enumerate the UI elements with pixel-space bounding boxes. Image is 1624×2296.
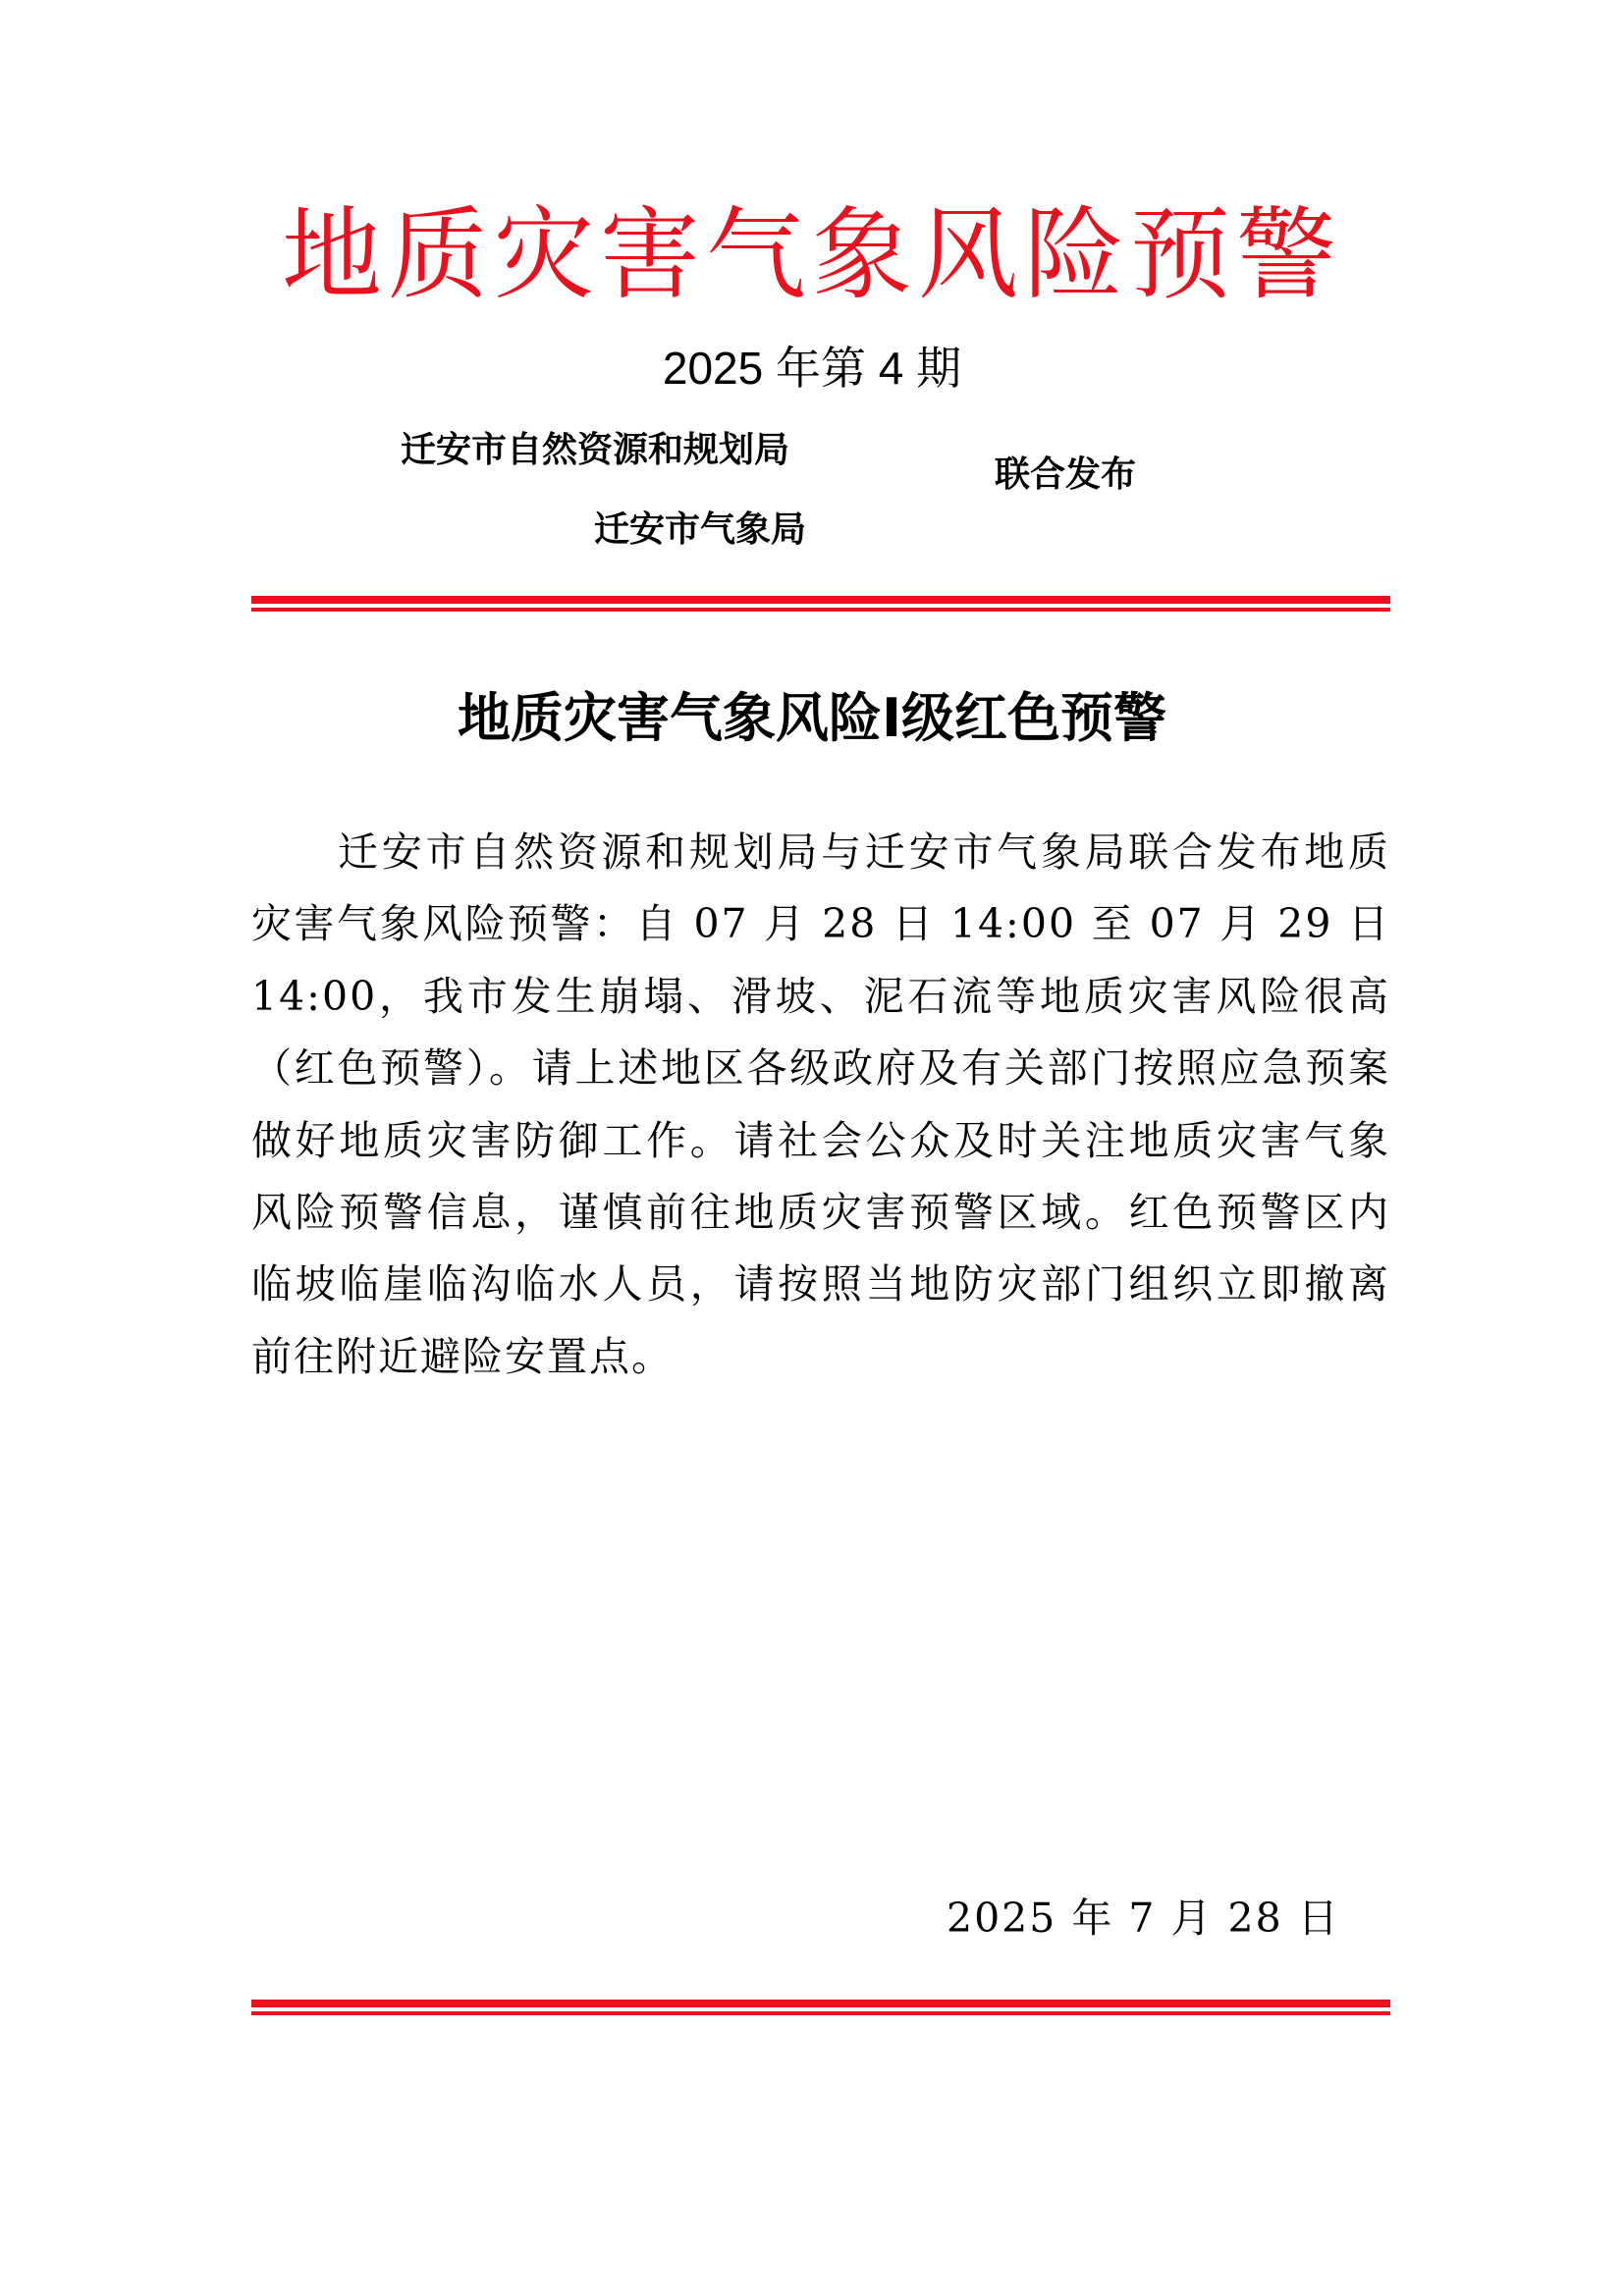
header-divider-thin-line <box>251 608 1390 612</box>
body-paragraph: 迁安市自然资源和规划局与迁安市气象局联合发布地质灾害气象风险预警：自 07 月 28 日 14:00 至 07 月 29 日 14:00，我市发生崩塌、滑坡、泥石流等地质灾害风险很高（红色预警）。请上述地区各级政府及有关部门按照应急预案做好地质灾害防御工作。请社会公众及时关注地质灾害气象风险预警信息，谨慎前往地质灾害预警区域。红色预警区内临坡临崖临沟临水人员，请按照当地防灾部门组织立即撤离前往附近避险安置点。 <box>251 828 1390 1380</box>
masthead-title: 地质灾害气象风险预警 <box>282 197 1342 314</box>
footer-divider <box>251 2000 1390 2016</box>
header-divider <box>251 596 1390 613</box>
issue-date: 2025 年 7 月 28 日 <box>947 1895 1340 1942</box>
issuer-natural-resources-bureau: 迁安市自然资源和规划局 <box>401 430 790 470</box>
footer-divider-thin-line <box>251 2011 1390 2015</box>
issuer-meteorological-bureau: 迁安市气象局 <box>594 509 807 550</box>
document-title: 地质灾害气象风险Ⅰ级红色预警 <box>457 687 1167 749</box>
header-divider-thick-line <box>251 596 1390 604</box>
footer-divider-thick-line <box>251 2000 1390 2007</box>
joint-release-label: 联合发布 <box>995 454 1137 495</box>
issue-number: 2025 年第 4 期 <box>662 343 962 394</box>
